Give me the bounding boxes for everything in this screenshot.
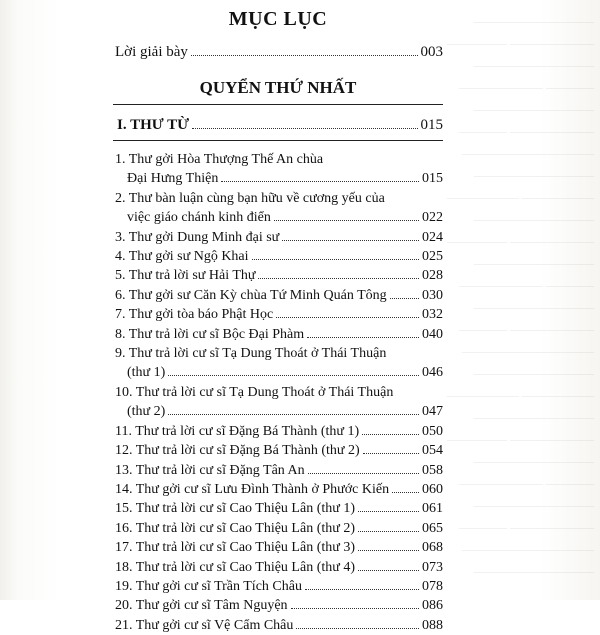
- entry-title-line2: (thư 1): [127, 365, 166, 381]
- intro-entry: [115, 44, 443, 61]
- part-entry: [117, 117, 443, 134]
- entry-page: 025: [422, 249, 443, 265]
- toc-entry: [115, 286, 443, 305]
- toc-entry: [115, 441, 443, 460]
- entry-title: 21. Thư gởi cư sĩ Vệ Cẩm Châu: [115, 617, 294, 633]
- entry-title: 18. Thư trả lời cư sĩ Cao Thiệu Lân (thư 4): [115, 559, 355, 575]
- entry-title-line1: 9. Thư trả lời cư sĩ Tạ Dung Thoát ở Thái Thuận: [115, 346, 387, 362]
- leader-dots: [168, 375, 419, 376]
- entry-page: 065: [422, 520, 443, 536]
- entry-title-line1: 1. Thư gởi Hòa Thượng Thế An chùa: [115, 152, 324, 167]
- toc-entry: [115, 150, 443, 189]
- toc-entry: [115, 480, 443, 499]
- book-title: QUYỂN THỨ NHẤT: [199, 78, 357, 97]
- part-page: 015: [420, 117, 443, 133]
- leader-dots: [363, 453, 419, 454]
- entry-title: 16. Thư trả lời cư sĩ Cao Thiệu Lân (thư 2): [115, 520, 355, 536]
- part-label: I. THƯ TỪ: [117, 117, 190, 133]
- leader-dots: [305, 589, 419, 590]
- entry-title: 13. Thư trả lời cư sĩ Đặng Tân An: [115, 462, 305, 478]
- toc-entry: [115, 519, 443, 538]
- leader-dots: [358, 531, 419, 532]
- toc-entry: [115, 228, 443, 247]
- entry-page: 078: [422, 578, 443, 594]
- entry-page: 086: [422, 598, 443, 614]
- entry-page: 050: [422, 423, 443, 439]
- leader-dots: [392, 492, 419, 493]
- toc-entry: [115, 499, 443, 518]
- entry-title-line1: 10. Thư trả lời cư sĩ Tạ Dung Thoát ở Thái Thuận: [115, 384, 394, 400]
- intro-label: Lời giải bày: [115, 44, 188, 60]
- entry-title-line1: 2. Thư bàn luận cùng bạn hữu về cương yếu của: [115, 190, 385, 206]
- entry-title: 12. Thư trả lời cư sĩ Đặng Bá Thành (thư 2): [115, 443, 360, 459]
- leader-dots: [191, 55, 418, 56]
- page-title: MỤC LỤC: [228, 8, 328, 30]
- intro-page: 003: [420, 44, 443, 60]
- toc-entry: [115, 461, 443, 480]
- entry-page: 060: [422, 481, 443, 497]
- entry-page: 047: [422, 404, 443, 420]
- leader-dots: [252, 259, 419, 260]
- toc-entry: [115, 616, 443, 635]
- leader-dots: [362, 434, 419, 435]
- toc-entry: [115, 325, 443, 344]
- entry-page: 030: [422, 287, 443, 303]
- entry-title-line2: (thư 2): [127, 404, 166, 420]
- entry-title: 7. Thư gởi tòa báo Phật Học: [115, 307, 274, 323]
- entry-title-line2: Đại Hưng Thiện: [127, 171, 219, 187]
- leader-dots: [307, 337, 419, 338]
- leader-dots: [168, 414, 419, 415]
- entry-page: 068: [422, 540, 443, 556]
- leader-dots: [358, 570, 419, 571]
- entry-title: 19. Thư gởi cư sĩ Trần Tích Châu: [115, 578, 302, 594]
- toc-entry: [115, 538, 443, 557]
- toc-entry: [115, 558, 443, 577]
- leader-dots: [296, 628, 419, 629]
- entry-page: 024: [422, 229, 443, 245]
- toc-entry: [115, 247, 443, 266]
- leader-dots: [258, 278, 419, 279]
- divider-top: [113, 104, 443, 105]
- toc-entry: [115, 344, 443, 383]
- entry-title: 3. Thư gởi Dung Minh đại sư: [115, 229, 280, 245]
- toc-entry: [115, 383, 443, 422]
- entry-page: 088: [422, 617, 443, 633]
- entry-title: 5. Thư trả lời sư Hải Thự: [115, 268, 256, 284]
- leader-dots: [274, 220, 419, 221]
- entry-page: 058: [422, 462, 443, 478]
- entry-title: 4. Thư gởi sư Ngộ Khai: [115, 249, 249, 265]
- leader-dots: [282, 240, 419, 241]
- toc-entry: [115, 577, 443, 596]
- leader-dots: [308, 473, 419, 474]
- bleed-through-text: —————————— ——————— ————— —————————— ———— ——————— —————————— ——————— ———— ——————————— —————————— —————— —————— —————————— ——————— ————— —————————— ———— ——————— —————————— ——————— ———— ——————————— —————————— —————— —————— —————————— ——————— ————— —————————— ———— ——————— —————————— ——————— ———— ——————————— ——————————: [447, 14, 594, 578]
- entry-list: [115, 150, 443, 635]
- entry-page: 015: [422, 171, 443, 187]
- entry-title: 8. Thư trả lời cư sĩ Bộc Đại Phàm: [115, 326, 305, 342]
- entry-page: 054: [422, 443, 443, 459]
- entry-title: 11. Thư trả lời cư sĩ Đặng Bá Thành (thư 1): [115, 423, 360, 439]
- leader-dots: [291, 608, 419, 609]
- entry-title: 6. Thư gởi sư Căn Kỳ chùa Tứ Minh Quán Tông: [115, 287, 387, 303]
- leader-dots: [192, 128, 417, 129]
- entry-title: 14. Thư gởi cư sĩ Lưu Đình Thành ở Phước Kiến: [115, 481, 390, 497]
- entry-title: 20. Thư gởi cư sĩ Tâm Nguyện: [115, 598, 288, 614]
- divider-bottom: [113, 140, 443, 141]
- entry-page: 040: [422, 326, 443, 342]
- entry-title: 15. Thư trả lời cư sĩ Cao Thiệu Lân (thư 1): [115, 501, 355, 517]
- entry-page: 046: [422, 365, 443, 381]
- entry-page: 032: [422, 307, 443, 323]
- leader-dots: [358, 511, 419, 512]
- leader-dots: [390, 298, 419, 299]
- entry-page: 061: [422, 501, 443, 517]
- toc-entry: [115, 266, 443, 285]
- leader-dots: [221, 181, 419, 182]
- entry-page: 028: [422, 268, 443, 284]
- toc-entry: [115, 305, 443, 324]
- entry-page: 022: [422, 210, 443, 226]
- toc-entry: [115, 596, 443, 615]
- toc-entry: [115, 189, 443, 228]
- entry-title: 17. Thư trả lời cư sĩ Cao Thiệu Lân (thư 3): [115, 540, 355, 556]
- entry-page: 073: [422, 559, 443, 575]
- toc-entry: [115, 422, 443, 441]
- leader-dots: [276, 317, 419, 318]
- leader-dots: [358, 550, 419, 551]
- entry-title-line2: việc giáo chánh kinh điển: [127, 210, 271, 226]
